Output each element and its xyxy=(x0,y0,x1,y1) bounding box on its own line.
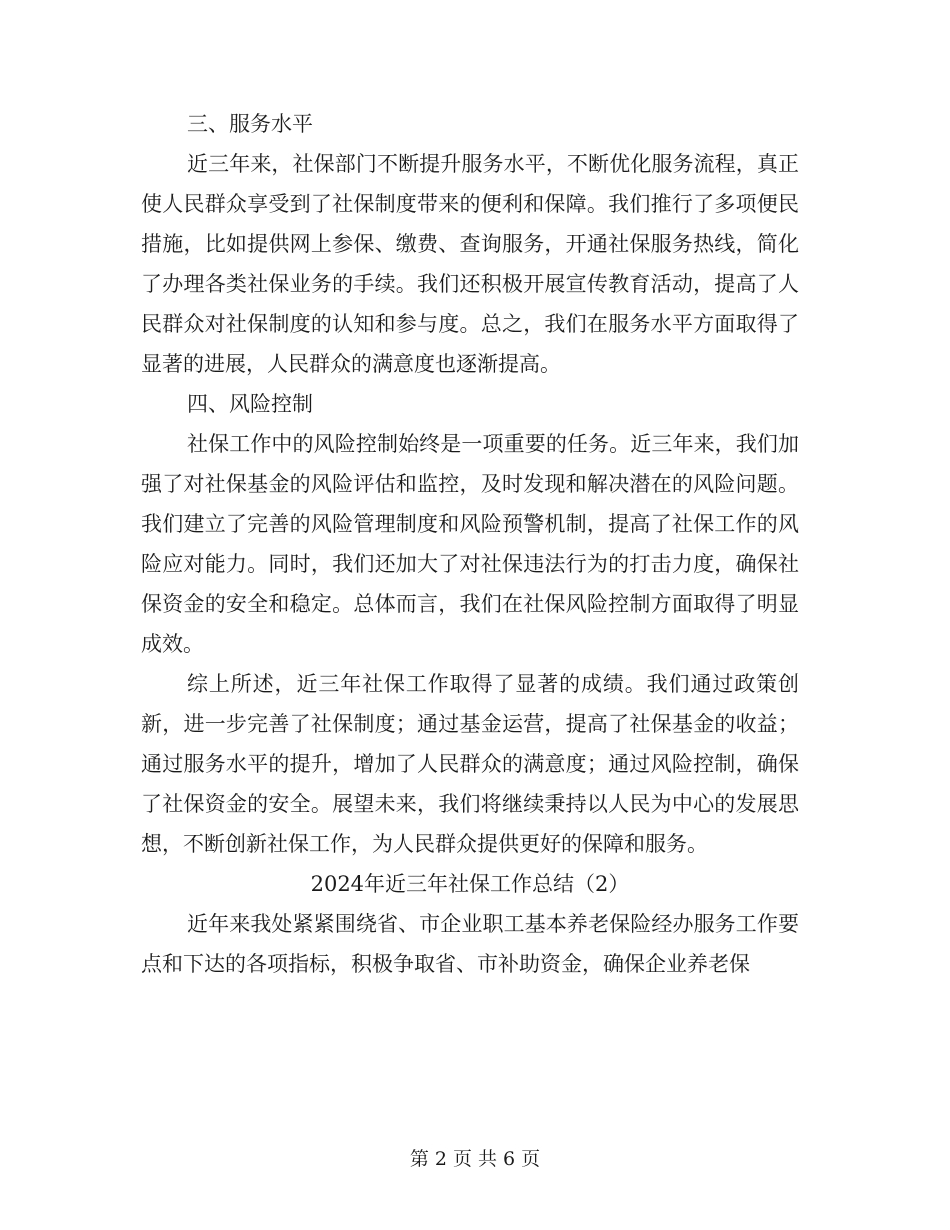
second-document-paragraph: 近年来我处紧紧围绕省、市企业职工基本养老保险经办服务工作要点和下达的各项指标，积极争取省、市补助资金，确保企业养老保 xyxy=(141,912,799,976)
section-heading-risk: 四、风险控制 xyxy=(187,392,313,416)
second-document-title: 2024年近三年社保工作总结（2） xyxy=(310,872,630,896)
section-heading-service: 三、服务水平 xyxy=(187,112,313,136)
page-number-footer: 第 2 页 共 6 页 xyxy=(409,1148,541,1170)
section-paragraph-service: 近三年来，社保部门不断提升服务水平，不断优化服务流程，真正使人民群众享受到了社保制度带来的便利和保障。我们推行了多项便民措施，比如提供网上参保、缴费、查询服务，开通社保服务热线，简化了办理各类社保业务的手续。我们还积极开展宣传教育活动，提高了人民群众对社保制度的认知和参与度。总之，我们在服务水平方面取得了显著的进展，人民群众的满意度也逐渐提高。 xyxy=(141,152,799,376)
section-paragraph-risk: 社保工作中的风险控制始终是一项重要的任务。近三年来，我们加强了对社保基金的风险评估和监控，及时发现和解决潜在的风险问题。我们建立了完善的风险管理制度和风险预警机制，提高了社保工作的风险应对能力。同时，我们还加大了对社保违法行为的打击力度，确保社保资金的安全和稳定。总体而言，我们在社保风险控制方面取得了明显成效。 xyxy=(141,432,799,656)
conclusion-paragraph: 综上所述，近三年社保工作取得了显著的成绩。我们通过政策创新，进一步完善了社保制度；通过基金运营，提高了社保基金的收益；通过服务水平的提升，增加了人民群众的满意度；通过风险控制，确保了社保资金的安全。展望未来，我们将继续秉持以人民为中心的发展思想，不断创新社保工作，为人民群众提供更好的保障和服务。 xyxy=(141,672,799,856)
document-body xyxy=(141,104,799,984)
